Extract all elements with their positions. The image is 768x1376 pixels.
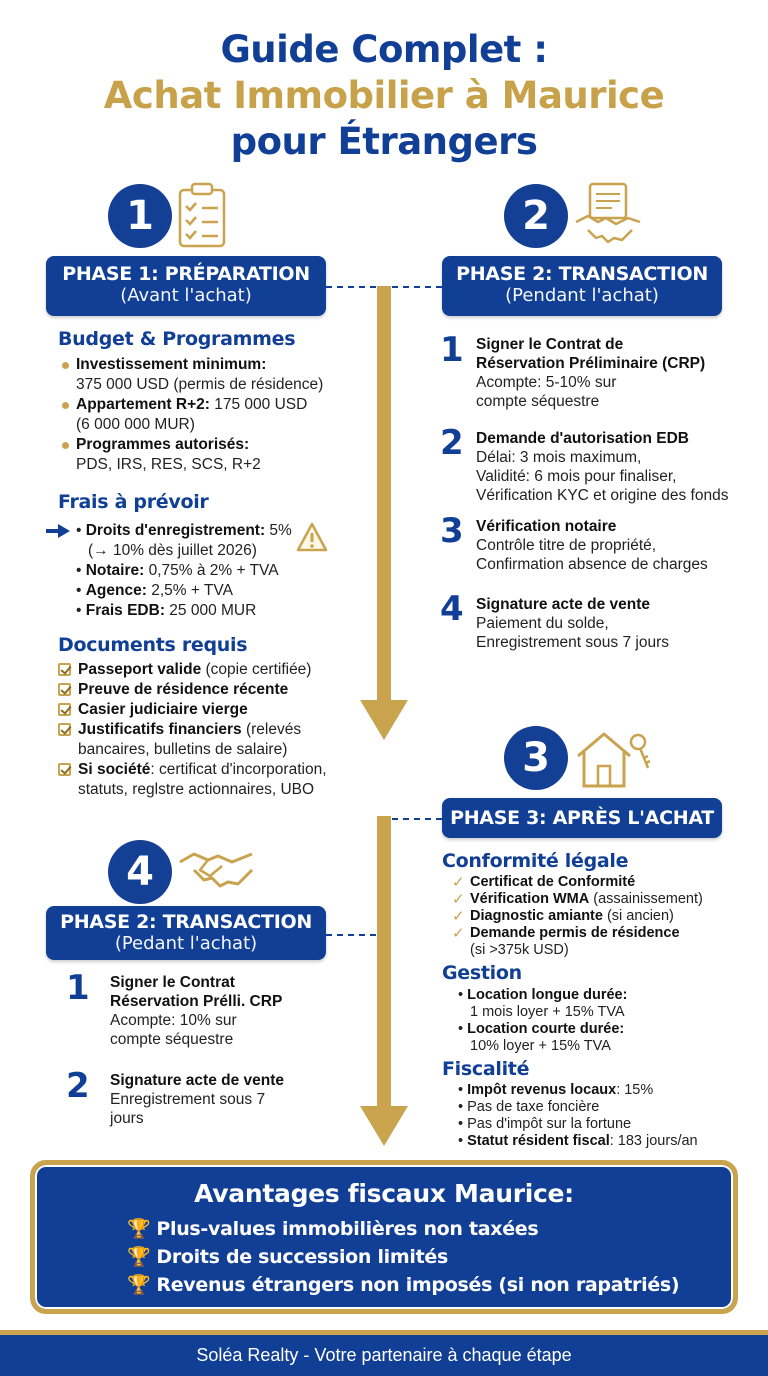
title-line-2: Achat Immobilier à Maurice: [103, 74, 665, 117]
budget-heading: Budget & Programmes: [58, 328, 296, 350]
bullet: [62, 362, 69, 369]
doc-item: Casier judiciaire vierge: [78, 701, 248, 718]
check-icon: ✓: [452, 925, 465, 942]
management-item: • Location courte durée:: [458, 1021, 625, 1037]
doc-item: Si société: certificat d'incorporation,: [78, 761, 327, 778]
handshake-icon: [178, 848, 254, 898]
timeline-arrow-shaft-2: [377, 816, 391, 1108]
phase4-number-badge: 4: [108, 840, 172, 904]
budget-item-detail: PDS, IRS, RES, SCS, R+2: [76, 456, 261, 473]
fee-item-detail: (→ 10% dès juillet 2026): [88, 542, 257, 559]
tax-item: • Pas d'impôt sur la fortune: [458, 1116, 632, 1132]
fee-item: • Droits d'enregistrement: 5%: [76, 522, 292, 539]
budget-item: Programmes autorisés:: [76, 436, 250, 453]
trophy-icon: 🏆: [127, 1274, 151, 1296]
phase2-step: Signature acte de vente Paiement du solde, Enregistrement sous 7 jours: [476, 596, 669, 651]
advantage-item: 🏆 Droits de succession limités: [127, 1246, 448, 1268]
phase3-header: [442, 798, 722, 838]
phase3-number-badge: 3: [504, 726, 568, 790]
arrow-right-icon: [46, 522, 72, 540]
house-key-icon: [574, 728, 654, 790]
bullet: [62, 402, 69, 409]
management-item: • Location longue durée:: [458, 987, 628, 1003]
doc-item: Passeport valide (copie certifiée): [78, 661, 312, 678]
trophy-icon: 🏆: [127, 1246, 151, 1268]
phase1-header: [46, 256, 326, 316]
timeline-arrow-head-2: [360, 1106, 408, 1146]
budget-item-detail: (6 000 000 MUR): [76, 416, 195, 433]
phase3-connector: [392, 818, 442, 820]
phase1-subtitle: (Avant l'achat): [120, 285, 252, 306]
fee-item: • Agence: 2,5% + TVA: [76, 582, 233, 599]
fee-item: • Notaire: 0,75% à 2% + TVA: [76, 562, 279, 579]
phase2-subtitle: (Pendant l'achat): [505, 285, 659, 306]
checkbox-icon: [58, 683, 71, 696]
check-icon: ✓: [452, 908, 465, 925]
warning-icon: [296, 522, 328, 552]
tax-heading: Fiscalité: [442, 1058, 530, 1080]
check-icon: ✓: [452, 891, 465, 908]
phase4-step: Signer le Contrat Réservation Prélli. CRP Acompte: 10% sur compte séquestre: [110, 974, 283, 1048]
docs-heading: Documents requis: [58, 634, 248, 656]
phase2-number-badge: 2: [504, 184, 568, 248]
budget-item: Investissement minimum:: [76, 356, 267, 373]
doc-item-detail: statuts, reglstre actionnaires, UBO: [78, 781, 315, 798]
timeline-arrow-shaft-1: [377, 286, 391, 702]
phase2-step-number: 2: [440, 423, 464, 463]
footer-tagline: Soléa Realty - Votre partenaire à chaque étape: [0, 1335, 768, 1376]
compliance-heading: Conformité légale: [442, 850, 629, 872]
phase2-title: PHASE 2: TRANSACTION: [456, 263, 708, 285]
phase4-subtitle: (Pedant l'achat): [114, 933, 258, 954]
title-line-1: Guide Complet :: [220, 28, 548, 71]
phase2-step-number: 3: [440, 511, 464, 551]
checkbox-icon: [58, 663, 71, 676]
phase2-step: Demande d'autorisation EDB Délai: 3 mois maximum, Validité: 6 mois pour finaliser, Vérification KYC et origine des fonds: [476, 430, 729, 504]
handshake-document-icon: [574, 182, 642, 248]
phase2-step: Vérification notaire Contrôle titre de propriété, Confirmation absence de charges: [476, 518, 708, 573]
tax-item: • Statut résident fiscal: 183 jours/an: [458, 1133, 698, 1149]
phase1-connector: [326, 286, 376, 288]
management-item-detail: 1 mois loyer + 15% TVA: [470, 1004, 625, 1020]
advantage-item: 🏆 Revenus étrangers non imposés (si non rapatriés): [127, 1274, 680, 1296]
budget-item-detail: 375 000 USD (permis de résidence): [76, 376, 324, 393]
advantage-item: 🏆 Plus-values immobilières non taxées: [127, 1218, 539, 1240]
doc-item: Justificatifs financiers (relevés: [78, 721, 302, 738]
bullet: [62, 442, 69, 449]
trophy-icon: 🏆: [127, 1218, 151, 1240]
phase2-step-number: 4: [440, 589, 464, 629]
fees-heading: Frais à prévoir: [58, 491, 209, 513]
checkbox-icon: [58, 703, 71, 716]
check-icon: ✓: [452, 874, 465, 891]
phase2-step: Signer le Contrat de Réservation Préliminaire (CRP) Acompte: 5-10% sur compte séquestre: [476, 336, 706, 410]
phase2-step-number: 1: [440, 330, 464, 370]
phase4-connector: [326, 934, 376, 936]
compliance-item: Diagnostic amiante (si ancien): [470, 908, 674, 924]
phase4-step: Signature acte de vente Enregistrement sous 7 jours: [110, 1072, 285, 1127]
clipboard-checklist-icon: [178, 182, 226, 248]
fee-item: • Frais EDB: 25 000 MUR: [76, 602, 257, 619]
phase4-step-number: 2: [66, 1066, 90, 1106]
checkbox-icon: [58, 763, 71, 776]
checkbox-icon: [58, 723, 71, 736]
advantages-box: [30, 1160, 738, 1314]
doc-item: Preuve de résidence récente: [78, 681, 289, 698]
doc-item-detail: bancaires, bulletins de salaire): [78, 741, 288, 758]
management-heading: Gestion: [442, 962, 522, 984]
phase1-title: PHASE 1: PRÉPARATION: [62, 263, 310, 285]
compliance-item: Certificat de Conformité: [470, 874, 636, 890]
phase2-connector: [392, 286, 442, 288]
phase2-header: [442, 256, 722, 316]
advantages-title: Avantages fiscaux Maurice:: [194, 1179, 574, 1208]
compliance-item: Vérification WMA (assainissement): [470, 891, 703, 907]
phase1-number-badge: 1: [108, 184, 172, 248]
phase4-step-number: 1: [66, 968, 90, 1008]
title-line-3: pour Étrangers: [230, 120, 538, 163]
phase3-title: PHASE 3: APRÈS L'ACHAT: [450, 807, 714, 829]
timeline-arrow-head-1: [360, 700, 408, 740]
compliance-item-detail: (si >375k USD): [470, 942, 569, 958]
phase4-header: [46, 906, 326, 960]
tax-item: • Pas de taxe foncière: [458, 1099, 600, 1115]
management-item-detail: 10% loyer + 15% TVA: [470, 1038, 611, 1054]
budget-item: Appartement R+2: 175 000 USD: [76, 396, 308, 413]
tax-item: • Impôt revenus locaux: 15%: [458, 1082, 654, 1098]
compliance-item: Demande permis de résidence: [470, 925, 680, 941]
phase4-title: PHASE 2: TRANSACTION: [60, 911, 312, 933]
